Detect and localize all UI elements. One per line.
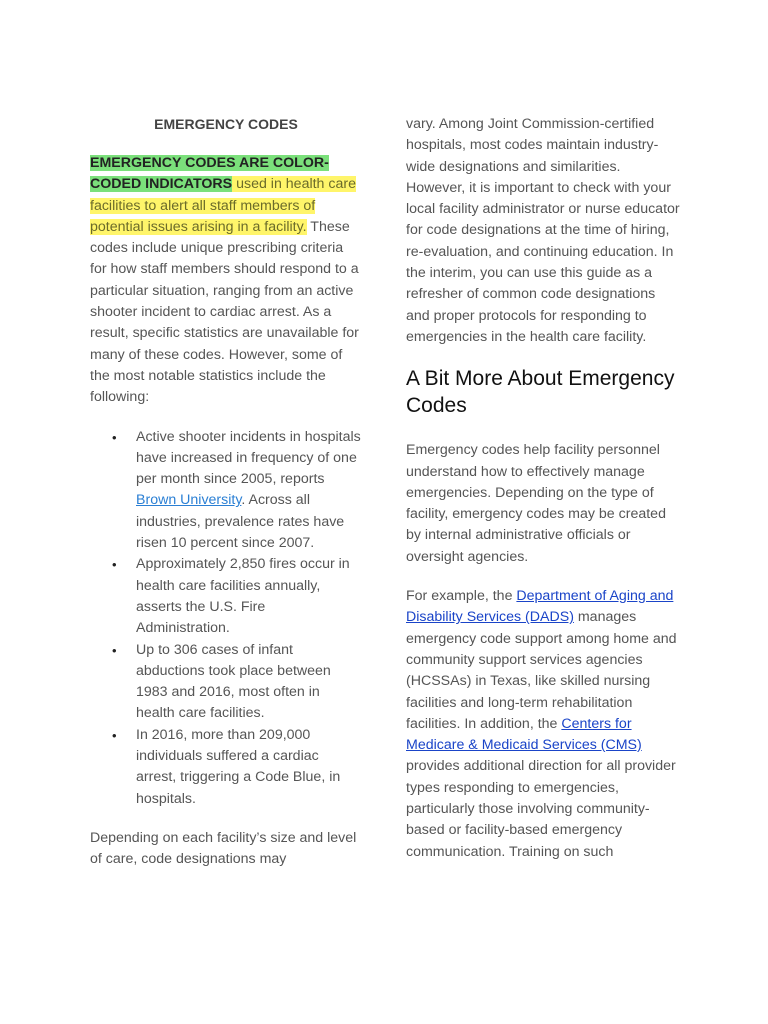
- right-column: [406, 114, 680, 863]
- example-text-middle: manages emergency code support among home and community support services agencies (HCSSAs) in Texas, like skilled nursing facilities and long-term rehabilitation facilities. In addition, the: [406, 609, 677, 732]
- list-item-text: Up to 306 cases of infant abductions took place between 1983 and 2016, most often in health care facilities.: [136, 641, 331, 722]
- statistics-list: [90, 427, 362, 810]
- section-heading: A Bit More About Emergency Codes: [406, 367, 675, 418]
- intro-paragraph: [90, 153, 362, 409]
- list-item-text: In 2016, more than 209,000 individuals suffered a cardiac arrest, triggering a Code Blue, in hospitals.: [136, 726, 341, 807]
- list-item-text: Active shooter incidents in hospitals have increased in frequency of one per month since 2005, reports: [136, 428, 361, 488]
- bullet-icon: •: [112, 727, 117, 743]
- bullet-icon: •: [112, 642, 117, 658]
- list-item: [112, 725, 362, 810]
- document-title: EMERGENCY CODES: [154, 116, 298, 132]
- brown-university-link[interactable]: Brown University: [136, 492, 242, 509]
- intro-bold-highlight: EMERGENCY CODES ARE COLOR-CODED INDICATORS: [90, 155, 329, 193]
- example-text-start: For example, the: [406, 588, 517, 605]
- example-paragraph: [406, 586, 680, 863]
- list-item: [112, 554, 362, 639]
- continued-paragraph: vary. Among Joint Commission-certified hospitals, most codes maintain industry-wide designations and similarities. However, it is important to check with your local facility administrator or nurse educator for code designations at the time of hiring, re-evaluation, and continuing education. In the interim, you can use this guide as a refresher of common code designations and proper protocols for responding to emergencies in the health care facility.: [406, 116, 680, 345]
- intro-yellow-highlight: used in health care facilities to alert all staff members of potential issues arising in a facility.: [90, 176, 356, 235]
- bullet-icon: •: [112, 429, 117, 445]
- emergency-codes-paragraph: Emergency codes help facility personnel understand how to effectively manage emergencies. Depending on the type of facility, emergency codes may be created by internal administrative officials or oversight agencies.: [406, 442, 666, 565]
- closing-paragraph: Depending on each facility’s size and level of care, code designations may: [90, 829, 357, 868]
- list-item-text: Approximately 2,850 fires occur in health care facilities annually, asserts the U.S. Fire Administration.: [136, 556, 350, 637]
- bullet-icon: •: [112, 557, 117, 573]
- list-item: [112, 640, 362, 725]
- cms-link[interactable]: Centers for Medicare & Medicaid Services (CMS): [406, 715, 642, 754]
- dads-link[interactable]: Department of Aging and Disability Services (DADS): [406, 588, 674, 626]
- intro-body-text: These codes include unique prescribing criteria for how staff members should respond to a particular situation, ranging from an active shooter incident to cardiac arrest. As a result, specific statistics are unavailable for many of these codes. However, some of the most notable statistics include the following:: [90, 218, 359, 406]
- left-column: [90, 114, 362, 871]
- list-item-text: . Across all industries, prevalence rates have risen 10 percent since 2007.: [136, 492, 345, 552]
- list-item: [112, 427, 362, 555]
- example-text-end: provides additional direction for all provider types responding to emergencies, particularly those involving community-based or facility-based emergency communication. Training on such: [406, 758, 676, 860]
